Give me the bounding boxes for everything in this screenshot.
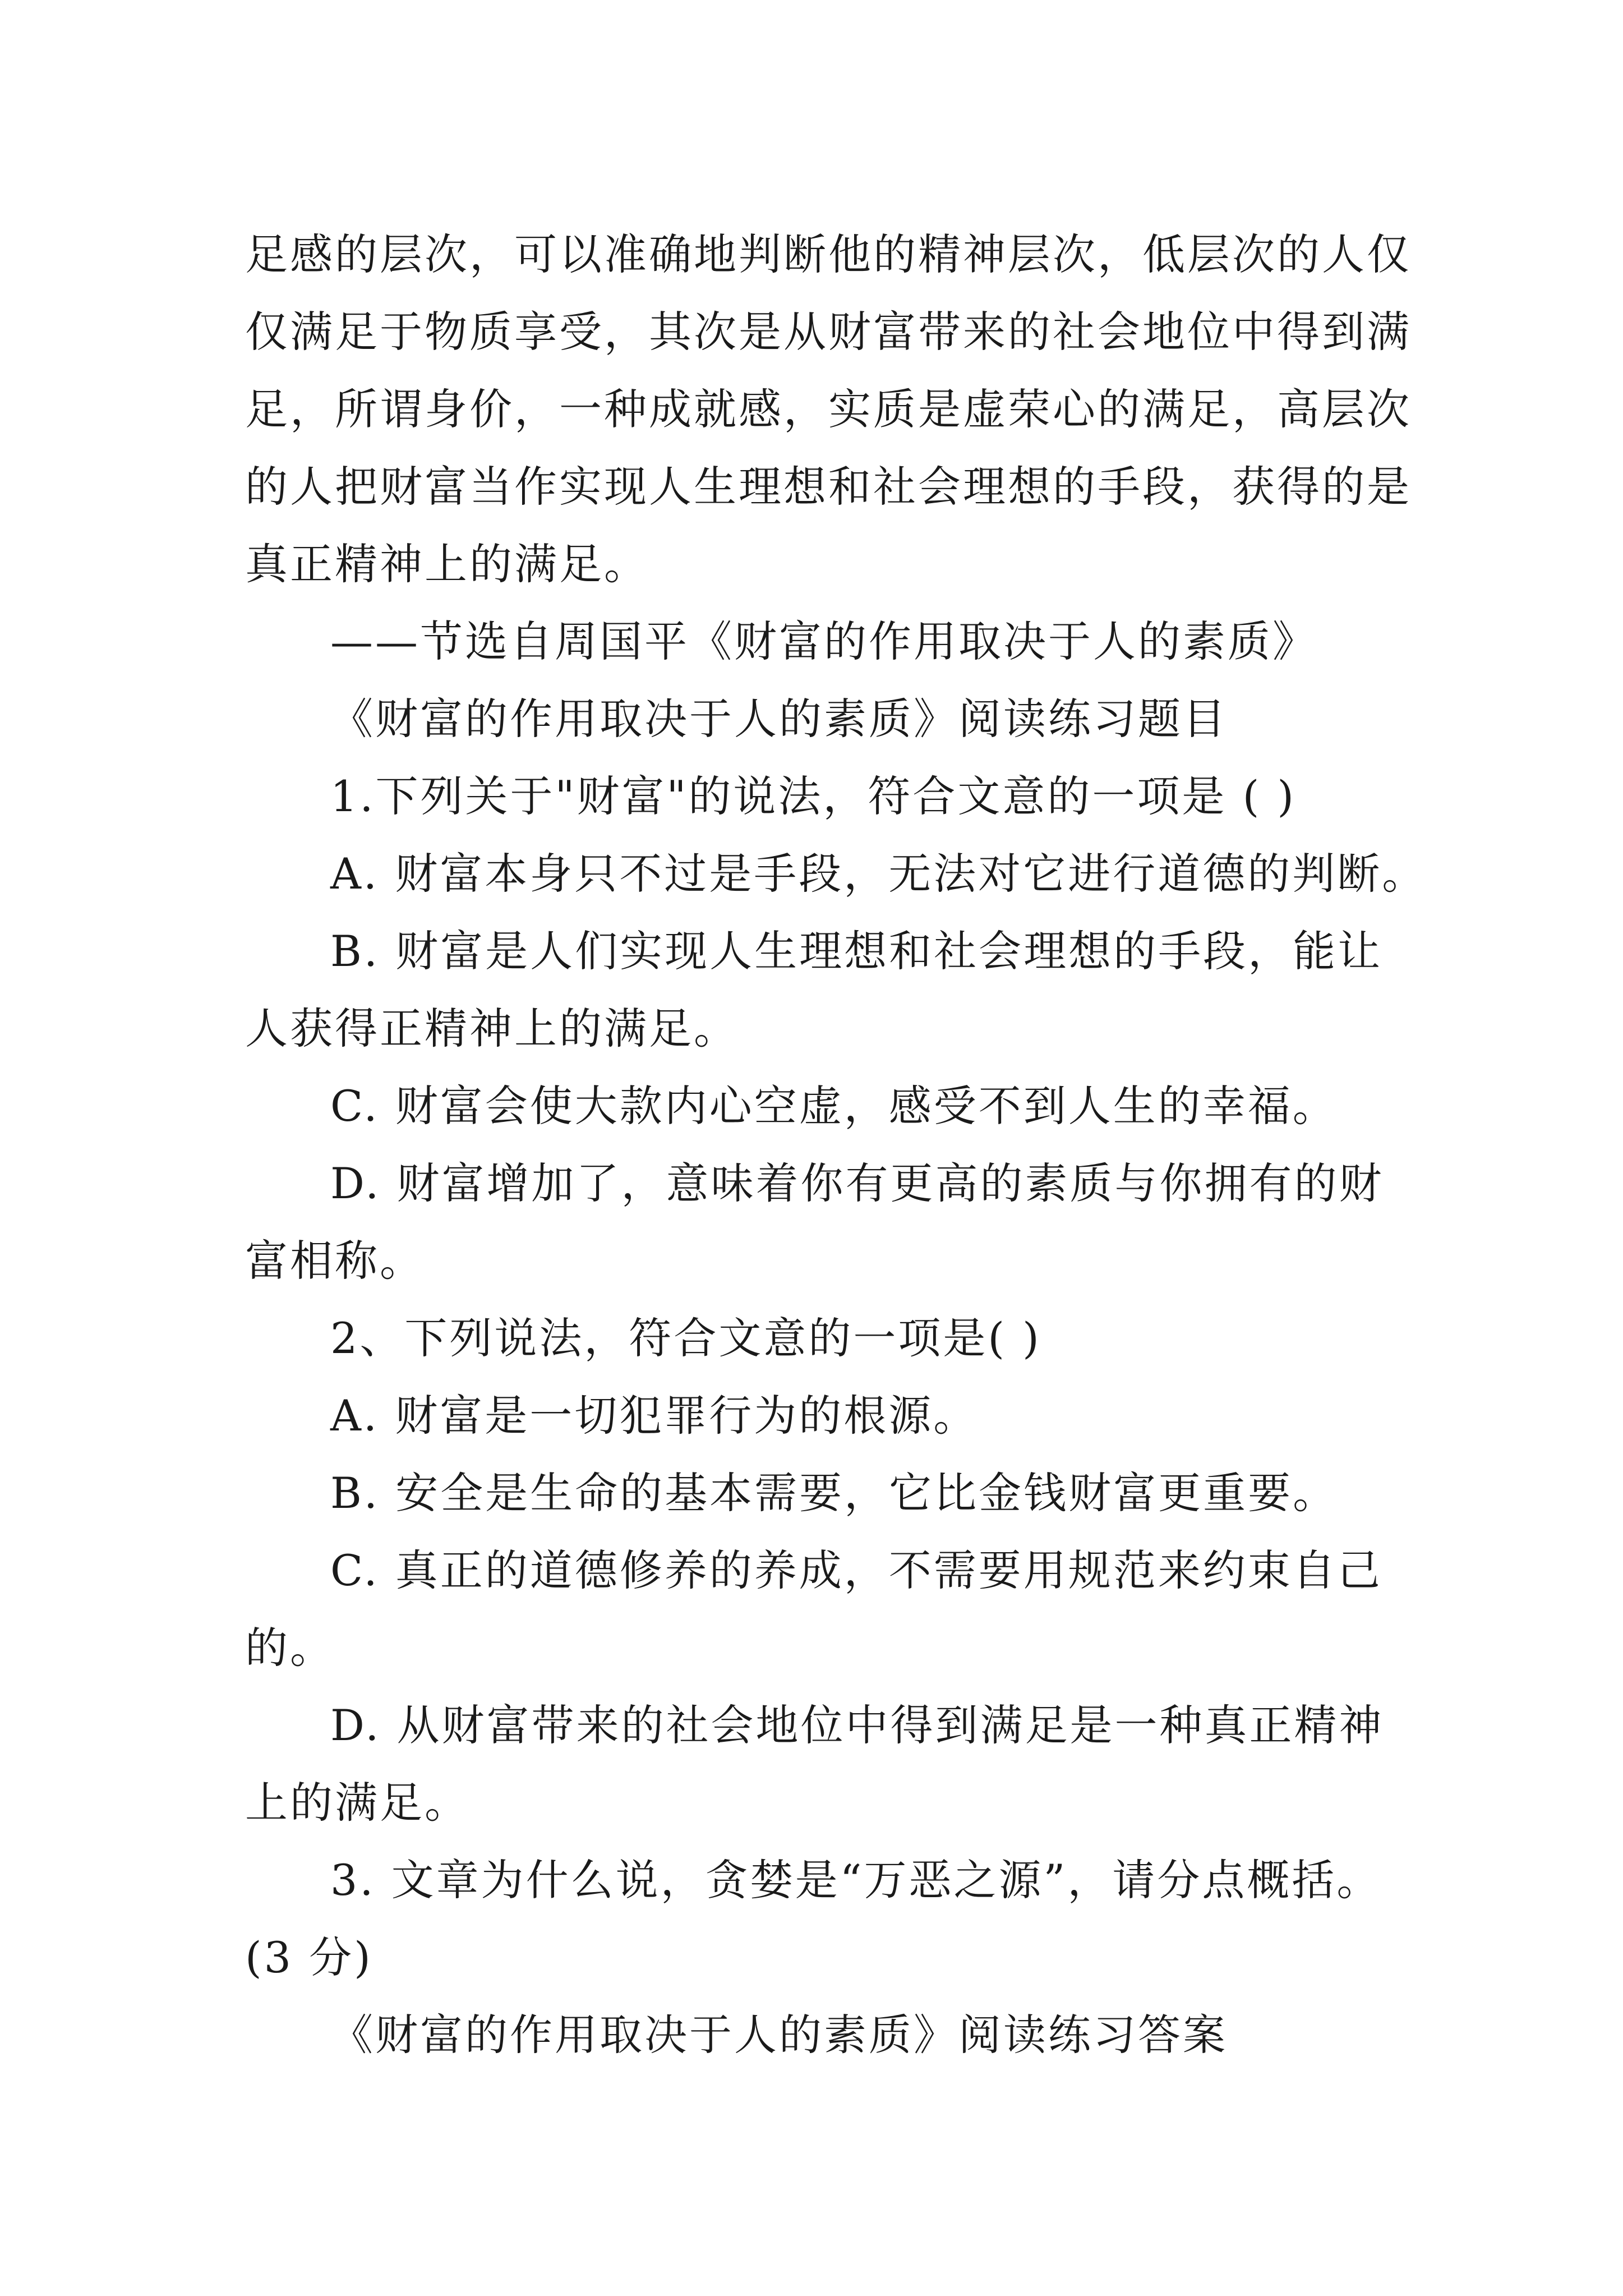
question-2-option-c: C. 真正的道德修养的养成，不需要用规范来约束自己 [330, 1545, 1382, 1595]
question-2-option-c-cont: 的。 [245, 1623, 335, 1673]
question-1-stem: 1.下列关于"财富"的说法，符合文意的一项是 ( ) [330, 771, 1297, 821]
answers-title: 《财富的作用取决于人的素质》阅读练习答案 [330, 2010, 1228, 2060]
passage-line: 的人把财富当作实现人生理想和社会理想的手段，获得的是 [245, 462, 1412, 512]
question-1-option-d: D. 财富增加了，意味着你有更高的素质与你拥有的财 [330, 1158, 1384, 1208]
question-1-option-a: A. 财富本身只不过是手段，无法对它进行道德的判断。 [330, 849, 1427, 899]
question-1-option-d-cont: 富相称。 [245, 1236, 425, 1286]
question-3-score: (3 分) [245, 1932, 373, 1982]
question-2-stem: 2、下列说法，符合文意的一项是( ) [330, 1313, 1041, 1363]
question-1-option-c: C. 财富会使大款内心空虚，感受不到人生的幸福。 [330, 1081, 1338, 1131]
document-body [245, 216, 1427, 2074]
question-1-option-b-cont: 人获得正精神上的满足。 [245, 1004, 739, 1053]
question-3-stem: 3. 文章为什么说，贪婪是“万恶之源”，请分点概括。 [330, 1855, 1382, 1905]
passage-line: 仅满足于物质享受，其次是从财富带来的社会地位中得到满 [245, 307, 1412, 357]
question-2-option-d-cont: 上的满足。 [245, 1778, 469, 1828]
question-2-option-a: A. 财富是一切犯罪行为的根源。 [330, 1391, 979, 1441]
question-1-option-b: B. 财富是人们实现人生理想和社会理想的手段，能让 [330, 926, 1383, 976]
exercise-title: 《财富的作用取决于人的素质》阅读练习题目 [330, 694, 1228, 744]
passage-line: 足感的层次，可以准确地判断他的精神层次，低层次的人仅 [245, 229, 1412, 279]
passage-source: ——节选自周国平《财富的作用取决于人的素质》 [330, 616, 1317, 666]
passage-line: 真正精神上的满足。 [245, 539, 649, 589]
question-2-option-d: D. 从财富带来的社会地位中得到满足是一种真正精神 [330, 1700, 1384, 1750]
question-2-option-b: B. 安全是生命的基本需要，它比金钱财富更重要。 [330, 1468, 1338, 1518]
passage-line: 足，所谓身价，一种成就感，实质是虚荣心的满足，高层次 [245, 384, 1412, 434]
